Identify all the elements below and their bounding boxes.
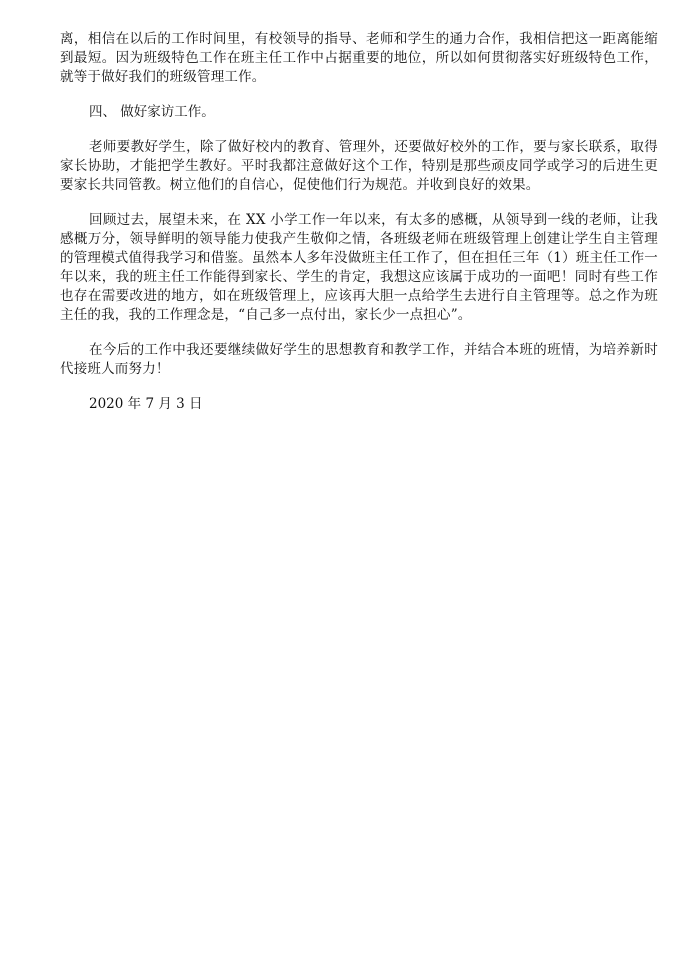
paragraph-review: 回顾过去，展望未来，在 XX 小学工作一年以来，有太多的感概，从领导到一线的老师，让我感概万分，领导鲜明的领导能力使我产生敬仰之情，各班级老师在班级管理上创建让学生自主管理的管理模式值得我学习和借鉴。虽然本人多年没做班主任工作了，但在担任三年（1）班主任工作一年以来，我的班主任工作能得到家长、学生的肯定，我想这应该属于成功的一面吧！同时有些工作也存在需要改进的地方，如在班级管理上，应该再大胆一点给学生去进行自主管理等。总之作为班主任的我，我的工作理念是，“自己多一点付出，家长少一点担心”。 bbox=[60, 212, 658, 323]
paragraph-future: 在今后的工作中我还要继续做好学生的思想教育和教学工作，并结合本班的班情，为培养新时代接班人而努力！ bbox=[60, 342, 658, 377]
paragraph-home-visit: 老师要教好学生，除了做好校内的教育、管理外，还要做好校外的工作，要与家长联系，取得家长协助，才能把学生教好。平时我都注意做好这个工作，特别是那些顽皮同学或学习的后进生更要家长共同管教。树立他们的自信心，促使他们行为规范。并收到良好的效果。 bbox=[60, 139, 658, 193]
document-body bbox=[60, 30, 658, 414]
section-heading: 四、 做好家访工作。 bbox=[89, 104, 215, 120]
document-date: 2020 年 7 月 3 日 bbox=[89, 396, 203, 412]
paragraph-gap bbox=[60, 87, 658, 103]
paragraph-gap bbox=[60, 195, 658, 211]
paragraph-gap bbox=[60, 325, 658, 341]
paragraph-gap bbox=[60, 379, 658, 395]
paragraph-continuation: 离，相信在以后的工作时间里，有校领导的指导、老师和学生的通力合作，我相信把这一距离能缩到最短。因为班级特色工作在班主任工作中占据重要的地位，所以如何贯彻落实好班级特色工作，就等于做好我们的班级管理工作。 bbox=[60, 31, 658, 85]
paragraph-gap bbox=[60, 122, 658, 138]
